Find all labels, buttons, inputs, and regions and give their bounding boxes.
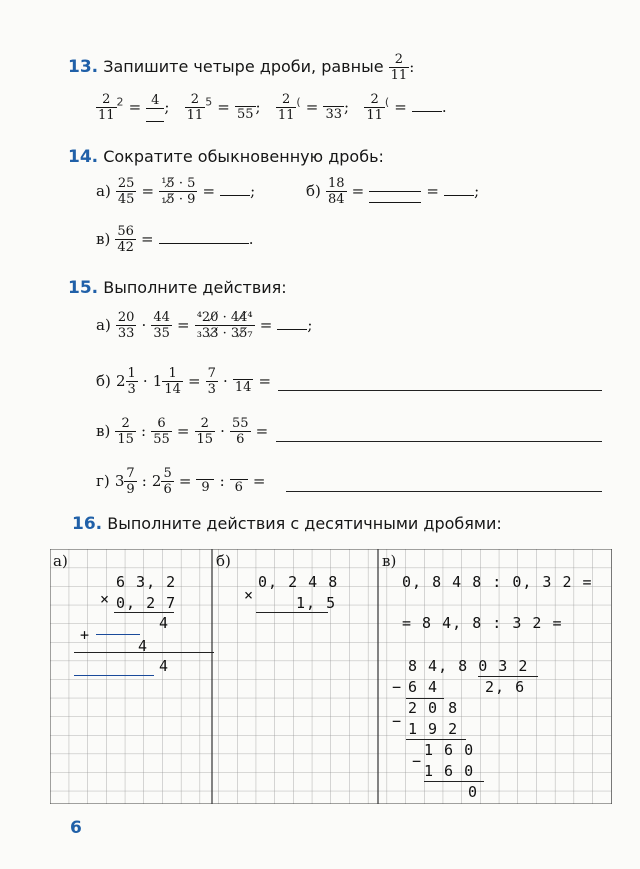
division-expression: 0, 8 4 8 : 0, 3 2 = xyxy=(402,573,593,591)
answer-blank[interactable] xyxy=(412,111,442,112)
task-15-a: а) $\frac{20}{33}$ · $\frac{44}{35}$ = $\frac{\text{⁴20̸ · 44̸⁴}}{\text{₃33̸ · 35̸₇}}$ = ; xyxy=(96,310,313,341)
fraction: $\frac{2}{11}$ xyxy=(186,92,204,123)
fraction: $\frac{2}{11}$ xyxy=(277,92,295,123)
task-14-b: б) $\frac{18}{84}$ = = ; xyxy=(306,176,480,207)
step-subtrahend[interactable]: 1 9 2 xyxy=(408,720,459,738)
plus-sign: + xyxy=(80,626,90,644)
task-16-title: Выполните действия с десятичными дробями: xyxy=(107,514,502,533)
product[interactable]: 4 xyxy=(159,657,169,675)
task-15-g: г) 3 $\frac{7}{9}$ : 2 $\frac{5}{6}$ = 9 : 6 = xyxy=(96,466,266,497)
task-16-heading xyxy=(72,514,502,534)
task-14-title: Сократите обыкновенную дробь: xyxy=(103,147,384,166)
multiplier: 0, 2 7 xyxy=(116,594,177,612)
answer-blank[interactable] xyxy=(277,329,307,330)
fraction: $\frac{2}{11}$ xyxy=(98,92,115,123)
answer-fraction[interactable] xyxy=(369,181,421,203)
task-13-title: Запишите четыре дроби, равные xyxy=(103,57,384,76)
task-16-number: 16. xyxy=(72,514,103,534)
answer-blank[interactable] xyxy=(444,195,474,196)
task-15-heading xyxy=(68,278,287,298)
workbook-page: 13. Запишите четыре дроби, равные $\frac{2}{11}$ : $\frac{2}{11}$ $^2$ = 4 ; $\frac{2}{11}$ $^5$ = 55 ; $\frac{2}{11}$ ( = 33 ; $\frac{2}{11}$ ( = . 14. Сократите обыкновенную дробь: а) $\frac{25}{45}$ = $\frac{\text{¹5̸ · 5}}{\text{₁5̸ · 9}}$ = ; б) $\frac{18}{84}$ = = ; в) $\frac{56}{42}$ = . 15. Выполните действия: а) $\frac{20}{33}$ · $\frac{44}{35}$ = $\frac{\text{⁴20̸ · 44̸⁴}}{\text{₃33̸ · 35̸₇}}$ = ; б) 2 $\frac{1}{3}$ · 1 $\frac{1}{14}$ = $\frac{7}{3}$ · 14 = в) $\frac{2}{15}$ : $\frac{6}{55}$ = $\frac{2}{15}$ · $\frac{55}{6}$ = г) 3 $\frac{7}{9}$ : 2 $\frac{5}{6}$ = 9 : 6 = 16. Выполните действия с десятичными дробями: а) × 6 3, 2 0, 2 7 4 + 4 4 б) × 0, 2 4 8 1, 5 в) 0, 8 4 8 : 0, 3 2 = = 8 4, 8 : 3 2 = 8 4, 8 0 3 2 2, 6 − 6 4 2 0 8 − 1 9 2 1 6 0 − 1 6 0 0 6 xyxy=(0,0,640,869)
quotient[interactable]: 2, 6 xyxy=(485,678,526,696)
answer-blank[interactable] xyxy=(220,195,250,196)
step-subtrahend[interactable]: 1 6 0 xyxy=(424,762,475,780)
handwritten-fraction: $\frac{\text{⁴20̸ · 44̸⁴}}{\text{₃33̸ · 35̸₇}}$ xyxy=(196,310,253,341)
task-13-heading: 13. Запишите четыре дроби, равные $\frac{2}{11}$ : xyxy=(68,52,415,83)
task-15-number: 15. xyxy=(68,278,99,298)
multiplicand: 6 3, 2 xyxy=(116,573,177,591)
blank-cells[interactable] xyxy=(96,634,140,635)
partial-product-2[interactable]: 4 xyxy=(138,637,148,655)
task-16-a-label: а) xyxy=(53,552,68,570)
handwritten-fraction: $\frac{\text{¹5̸ · 5}}{\text{₁5̸ · 9}}$ xyxy=(161,176,196,207)
answer-fraction[interactable]: 55 xyxy=(235,94,256,122)
blank-cells[interactable] xyxy=(74,675,154,676)
task-14-number: 14. xyxy=(68,147,99,167)
task-16-b-label: б) xyxy=(216,552,231,570)
multiplier: 1, 5 xyxy=(296,594,337,612)
mult-sign: × xyxy=(100,590,110,608)
task-15-v: в) $\frac{2}{15}$ : $\frac{6}{55}$ = $\frac{2}{15}$ · $\frac{55}{6}$ = xyxy=(96,416,269,447)
task-14-a: а) $\frac{25}{45}$ = $\frac{\text{¹5̸ · 5}}{\text{₁5̸ · 9}}$ = ; xyxy=(96,176,256,207)
page-number: 6 xyxy=(70,818,82,838)
task-14-v: в) $\frac{56}{42}$ = . xyxy=(96,224,254,255)
partial-product-1[interactable]: 4 xyxy=(159,614,169,632)
answer-line[interactable] xyxy=(286,491,602,492)
mult-sign: × xyxy=(244,586,254,604)
dividend-divisor: 8 4, 8 0 3 2 xyxy=(408,657,529,675)
answer-line[interactable] xyxy=(278,390,602,391)
division-expression-scaled: = 8 4, 8 : 3 2 = xyxy=(402,614,563,632)
task-14-heading xyxy=(68,147,384,167)
task-13-number: 13. xyxy=(68,57,99,77)
task-16-v-label: в) xyxy=(382,552,397,570)
final-remainder[interactable]: 0 xyxy=(468,783,478,801)
task-13-row: $\frac{2}{11}$ $^2$ = 4 ; $\frac{2}{11}$ $^5$ = 55 ; $\frac{2}{11}$ ( = 33 ; $\frac{2}{11}$ ( = . xyxy=(98,92,447,123)
answer-line[interactable] xyxy=(276,441,602,442)
multiplicand: 0, 2 4 8 xyxy=(258,573,339,591)
step-subtrahend[interactable]: 6 4 xyxy=(408,678,439,696)
answer-fraction[interactable]: 4 xyxy=(146,93,164,122)
answer-fraction[interactable]: 33 xyxy=(323,94,344,122)
task-15-title: Выполните действия: xyxy=(103,278,287,297)
fraction: $\frac{2}{11}$ xyxy=(366,92,383,123)
task-15-b: б) 2 $\frac{1}{3}$ · 1 $\frac{1}{14}$ = $\frac{7}{3}$ · 14 = xyxy=(96,366,272,397)
step-remainder[interactable]: 2 0 8 xyxy=(408,699,459,717)
answer-blank[interactable] xyxy=(159,243,249,244)
step-remainder[interactable]: 1 6 0 xyxy=(424,741,475,759)
given-fraction: $\frac{2}{11}$ xyxy=(390,52,408,83)
